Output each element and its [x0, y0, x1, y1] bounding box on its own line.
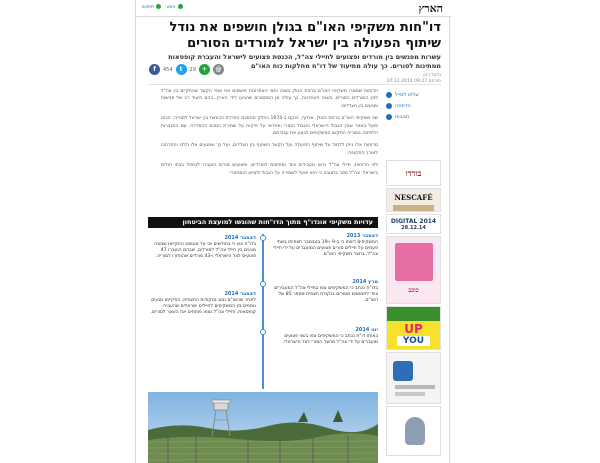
search-icon	[156, 4, 161, 9]
article-photo[interactable]	[148, 392, 378, 463]
side-share-email[interactable]: שלחו למייל	[386, 92, 441, 98]
timeline-date: דצמבר 2013	[346, 233, 378, 239]
side-share-list	[386, 92, 441, 125]
ad-brand: כוכב	[408, 287, 419, 294]
article-paragraph: מדוחות אלו ניתן ללמוד על שיתוף הפעולה ועל הקשר השוטף בין הצדדים, ועל כך שמגעים אלו הלכו והתרחבו לאורך התקופה.	[161, 143, 378, 156]
ad-brand: UP	[404, 322, 423, 336]
ad-banner[interactable]	[386, 160, 441, 186]
ad-image	[405, 417, 425, 445]
article-paragraph: הדוחות שמסרו משקיפי האו"ם ברמת הגולן בשנה וחצי האחרונות חושפים את אופי הקשר שהתקיים בין צה"ל לבין המורדים הסורים, בשנה האחרונה, כך עולה מן המסמכים שהגיעו לידי הארץ, בהם תיעוד רב של פגישות ומגעים בין הצדדים.	[161, 89, 378, 109]
ad-brand: בורדו	[405, 168, 422, 178]
article-body	[161, 88, 378, 182]
ad-banner[interactable]	[386, 188, 441, 212]
google-plus-icon[interactable]: +	[199, 64, 210, 75]
ad-image	[393, 361, 413, 381]
article-paragraph: שני משקיפי האו"ם ברמת הגולן, אנדוף, הוקם ב-1974 כחלק מהסכם הפרדת הכוחות בין ישראל לסוריה. הכוח פועל באזור שבין הגבול הישראלי והגבול הסורי ואחראי על פיקוח על שמירת הסכם ההפרדה. עם התגברות הלחימה בסוריה התקשו המשקיפים לבצע את עבודתם.	[161, 116, 379, 137]
nav-link[interactable]: ניווט	[166, 4, 182, 10]
search-link[interactable]: חיפוש	[142, 4, 161, 10]
ad-text-line	[395, 385, 435, 389]
menu-icon	[178, 4, 183, 9]
timeline-date: יוני 2014	[355, 327, 378, 333]
ad-image	[395, 243, 433, 281]
timeline-item	[270, 327, 378, 346]
ad-banner[interactable]	[386, 352, 441, 404]
timeline-marker	[260, 235, 266, 241]
article-headline: דו"חות משקיפי האו"ם בגולן חושפים את נודל שיתוף הפעולה בין ישראל למורדים הסורים	[169, 20, 441, 51]
timeline-item	[270, 279, 378, 305]
twitter-count: 29	[189, 66, 196, 73]
timeline-text: בדו"ח נכתב כי המשקיפים צפו בחיילי צה"ל המעבירים ציוד לחמושים מסורים בנקודת תצפית מספר 85 של האו"ם.	[274, 286, 378, 304]
ad-banner[interactable]	[386, 236, 441, 304]
site-logo[interactable]: הארץ	[418, 2, 443, 15]
article-byline: גלעד כהן פורסם 09:27 07.12.2014	[386, 73, 441, 84]
divider	[148, 84, 441, 85]
header-links	[142, 4, 183, 10]
timeline-marker	[260, 329, 266, 335]
ad-banner[interactable]	[386, 306, 441, 350]
timeline-date: דצמבר 2014	[224, 291, 256, 297]
article-frame	[135, 0, 450, 463]
timeline-axis	[262, 234, 264, 389]
ad-strip	[387, 307, 440, 321]
article-paragraph: לפי הדוחות, חיילי צה"ל נראו מעבירים ציוד ומחיסות למורדים, ופצועים סורים הועברו לטיפול בבתי חולים בישראל. צה"ל מסר בתגובה כי הוא פועל לשמירה על הגבול ולסיוע הומניטרי.	[161, 163, 378, 176]
email-icon	[386, 92, 392, 98]
facebook-share-icon[interactable]: f	[149, 64, 160, 75]
ad-image	[393, 205, 434, 211]
facebook-count: 454	[163, 66, 173, 73]
timeline-marker	[260, 281, 266, 287]
ad-banner[interactable]	[386, 406, 441, 456]
ad-brand: NESCAFÉ	[394, 193, 433, 202]
timeline-text: לאחר שהאו"ם נסוג מנקודות התצפית, התקיימו מגעים נוספים בין המשקיפים לחיילים ישראלים שהעבירו קופסאות, וחיילי צה"ל נצפו פותחים את השער לסורים.	[150, 298, 256, 316]
article-subhead: עשרות מפגשים בין מורדים ופצועים לחיילי צה"ל, הכנסת פצועים לישראל והעברת קופסאות ממתינות לסורים. כך עולה מתיעוד של דו"ח מחלקות כוח האו"ם	[168, 53, 441, 70]
ad-brand: DIGITAL 2014	[390, 218, 437, 225]
ad-banner[interactable]	[386, 214, 441, 234]
ad-text-line	[395, 392, 425, 396]
ad-brand-sub: YOU	[397, 336, 430, 346]
border-fence-photo	[148, 392, 378, 463]
timeline-date: מרץ 2014	[352, 279, 378, 285]
timeline-text: המשקיפים דיווחו כי ב-9 ו-19 בנובמבר תצפיתו בשתי פעמים על חיילים סורים פצועים המועברים על ידי חיילי צה"ל, בחצר משקיפי האו"ם.	[273, 240, 378, 258]
timeline-item	[270, 233, 378, 259]
mail-share-icon[interactable]: @	[213, 64, 224, 75]
side-share-print[interactable]: הדפסה	[386, 103, 441, 109]
ad-date: 28.12.14	[401, 225, 426, 231]
timeline-header: עדויות משקיפי אונדו"ף מתוך הדו"חות שהוגשו למועצת הביטחון	[148, 217, 378, 228]
comment-icon	[386, 114, 392, 120]
twitter-share-icon[interactable]: t	[176, 64, 187, 75]
timeline-item	[148, 235, 256, 261]
share-bar	[149, 64, 224, 75]
timeline-text: בדו"ח צוין כי בחודשים יוני עד אוגוסט התקיימו שמונה מגעים בין חיילי צה"ל למורדים, שבהם הועברו 47 פצועים לצד הישראלי ו-43 מורדים שהוחזרו לסוריה.	[154, 242, 256, 260]
timeline	[148, 231, 378, 391]
timeline-text: באותו דו"ח נכתב כי המשקיפים צפו בשני פצועים מועברים על ידי צה"ל מהצד הסורי לצד הישראלי.	[282, 334, 378, 346]
timeline-date: דצמבר 2014	[224, 235, 256, 241]
timeline-item	[148, 291, 256, 317]
print-icon	[386, 103, 392, 109]
site-header	[136, 0, 451, 17]
side-share-comments[interactable]: תגובות	[386, 114, 441, 120]
